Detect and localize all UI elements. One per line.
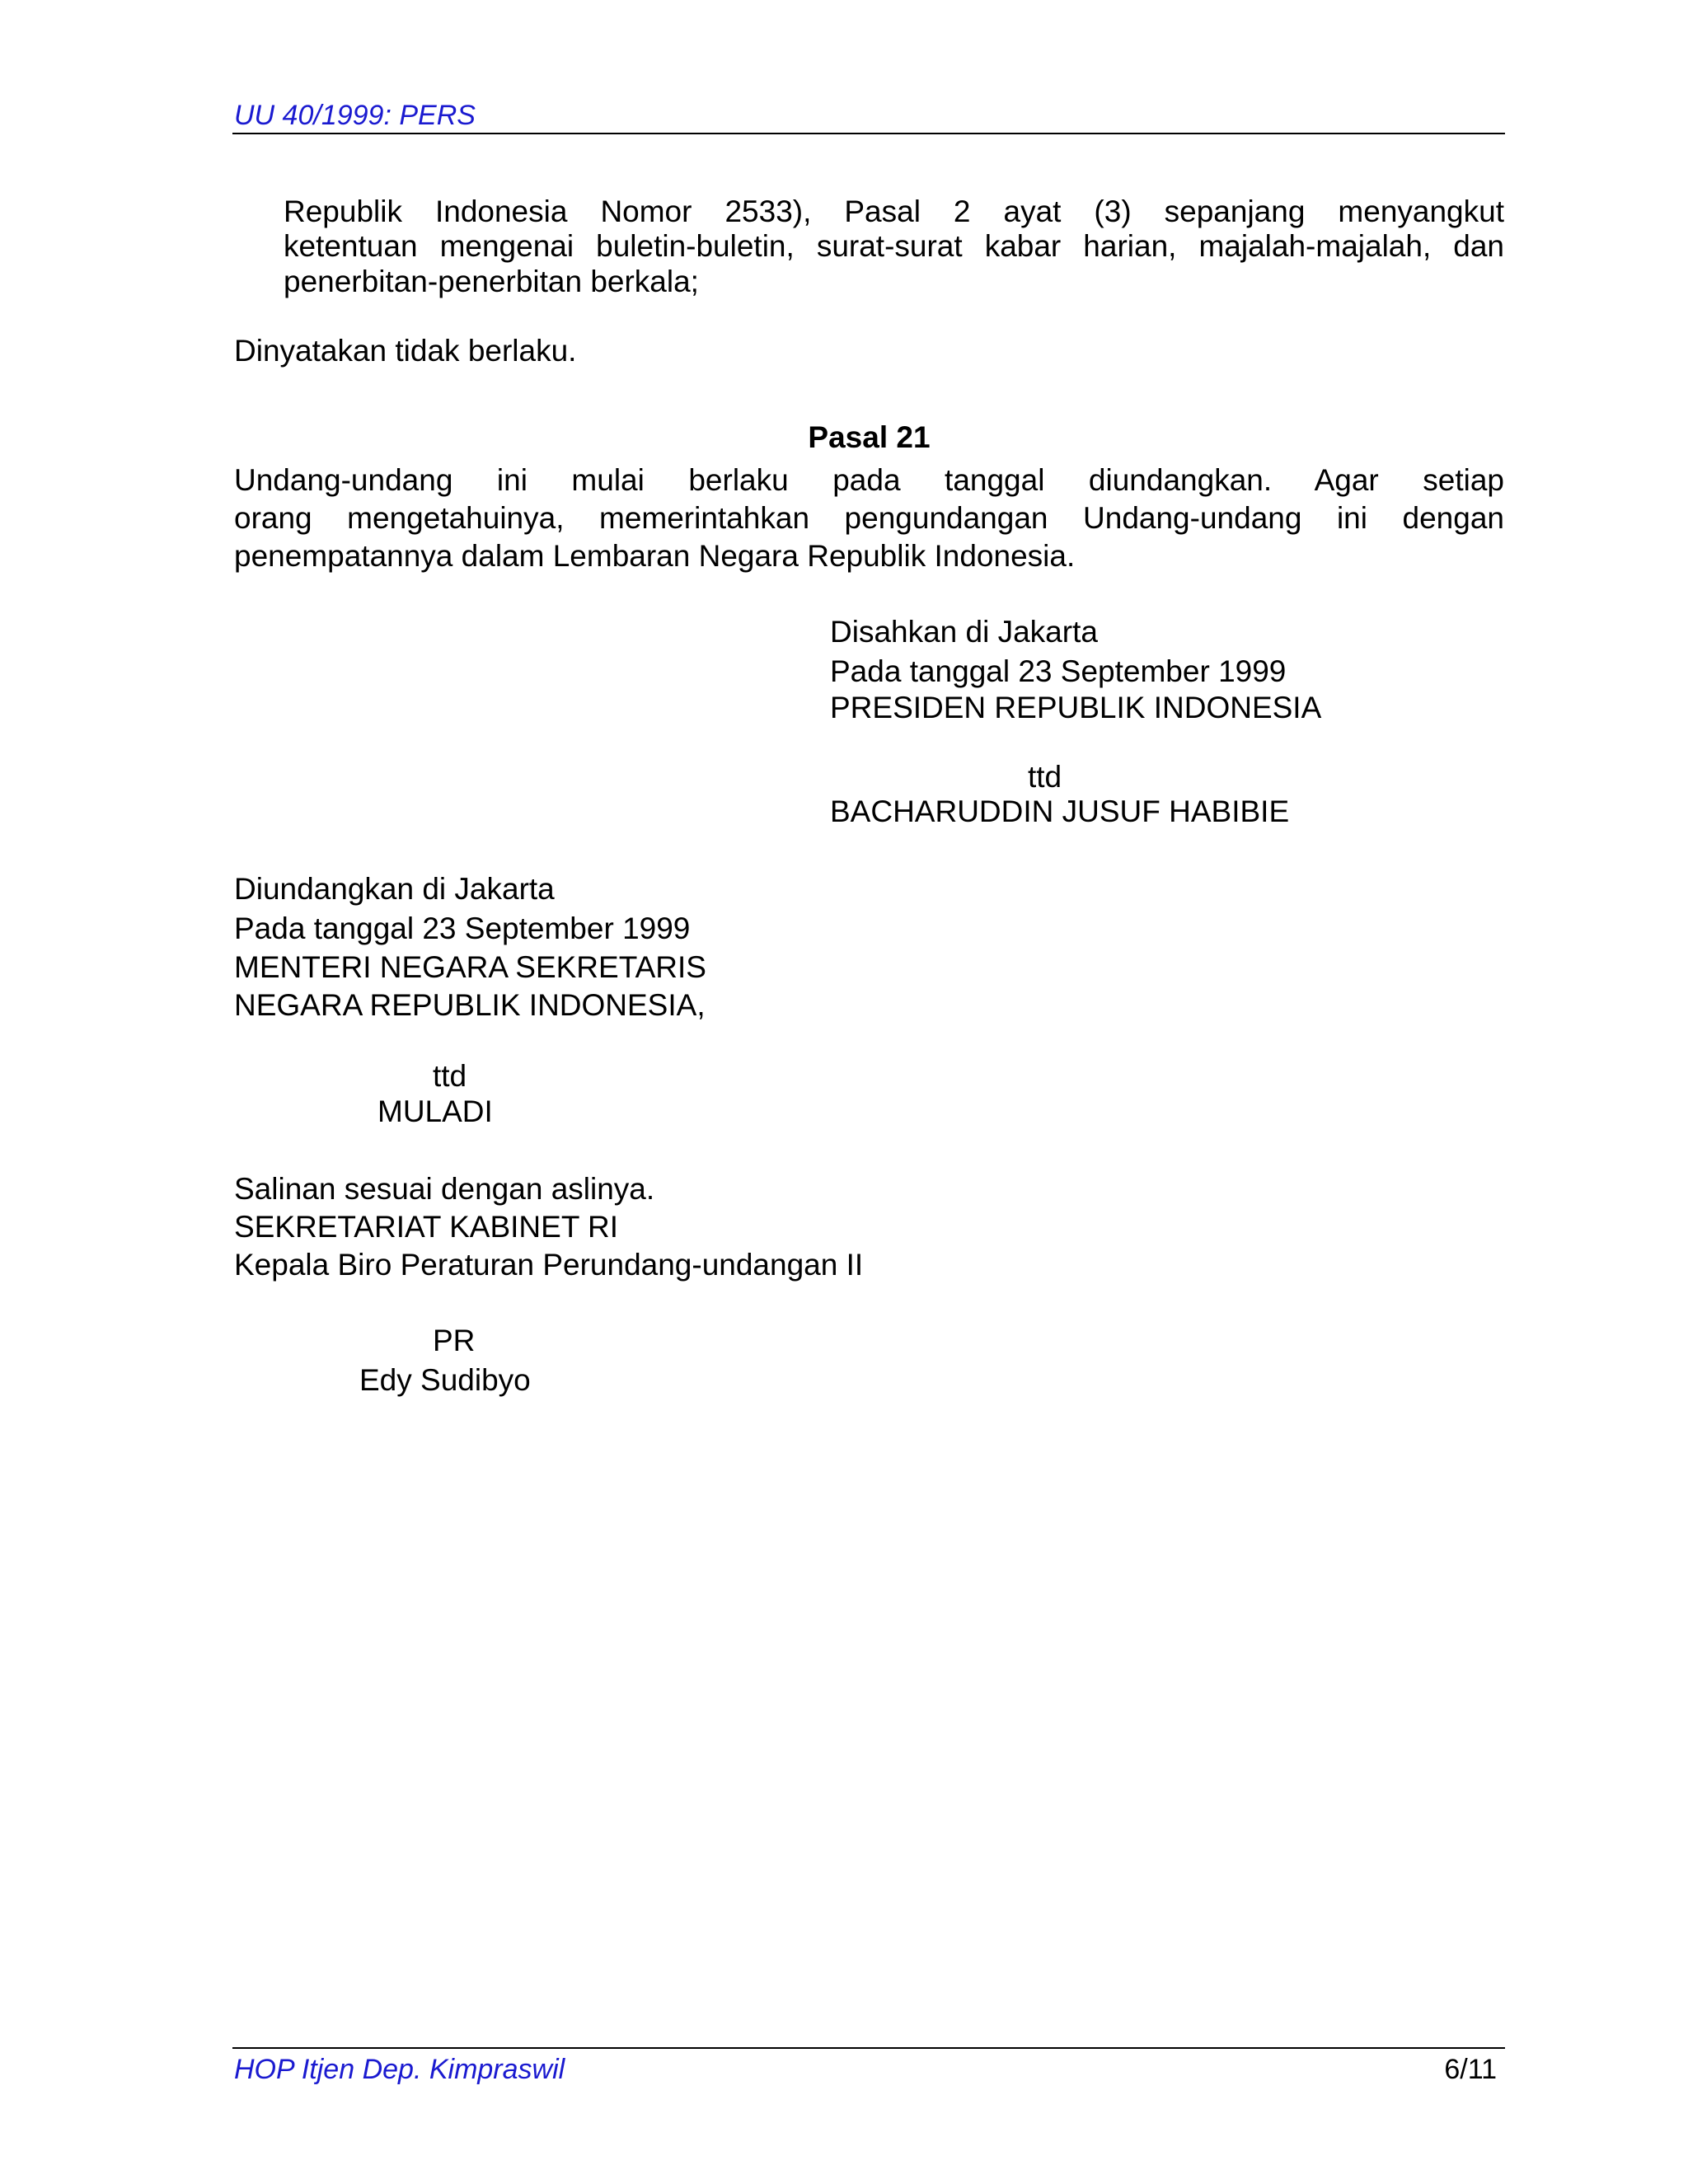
article-paragraph-line: Undang-undang ini mulai berlaku pada tanggal diundangkan. Agar setiap bbox=[234, 463, 1504, 497]
article-heading: Pasal 21 bbox=[808, 420, 931, 454]
enactment-place: Disahkan di Jakarta bbox=[830, 615, 1098, 649]
minister-signature-mark: ttd bbox=[433, 1059, 467, 1093]
article-paragraph-line: penempatannya dalam Lembaran Negara Republik Indonesia. bbox=[234, 539, 1076, 573]
repeal-statement: Dinyatakan tidak berlaku. bbox=[234, 334, 577, 368]
copy-initials: PR bbox=[433, 1324, 476, 1357]
president-name: BACHARUDDIN JUSUF HABIBIE bbox=[830, 794, 1290, 828]
indented-paragraph-line: penerbitan-penerbitan berkala; bbox=[284, 265, 699, 298]
enactment-date: Pada tanggal 23 September 1999 bbox=[830, 654, 1287, 688]
minister-title-line: NEGARA REPUBLIK INDONESIA, bbox=[234, 988, 706, 1022]
footer-source: HOP Itjen Dep. Kimpraswil bbox=[234, 2054, 565, 2085]
article-paragraph-line: orang mengetahuinya, memerintahkan pengundangan Undang-undang ini dengan bbox=[234, 501, 1504, 535]
promulgation-date: Pada tanggal 23 September 1999 bbox=[234, 912, 691, 945]
president-title: PRESIDEN REPUBLIK INDONESIA bbox=[830, 691, 1322, 724]
indented-paragraph-line: ketentuan mengenai buletin-buletin, surat-surat kabar harian, majalah-majalah, dan bbox=[284, 229, 1504, 263]
indented-paragraph-line: Republik Indonesia Nomor 2533), Pasal 2 ayat (3) sepanjang menyangkut bbox=[284, 194, 1504, 228]
copy-institution: SEKRETARIAT KABINET RI bbox=[234, 1210, 619, 1244]
copy-official-name: Edy Sudibyo bbox=[359, 1363, 531, 1397]
page-number: 6/11 bbox=[1444, 2054, 1497, 2085]
promulgation-place: Diundangkan di Jakarta bbox=[234, 872, 555, 906]
copy-statement: Salinan sesuai dengan aslinya. bbox=[234, 1172, 655, 1206]
minister-name: MULADI bbox=[377, 1094, 493, 1128]
footer-divider bbox=[232, 2047, 1505, 2049]
header-divider bbox=[232, 133, 1505, 134]
minister-title-line: MENTERI NEGARA SEKRETARIS bbox=[234, 950, 706, 984]
copy-official-title: Kepala Biro Peraturan Perundang-undangan II bbox=[234, 1248, 864, 1282]
president-signature-mark: ttd bbox=[1028, 760, 1062, 794]
header-title: UU 40/1999: PERS bbox=[234, 100, 476, 131]
